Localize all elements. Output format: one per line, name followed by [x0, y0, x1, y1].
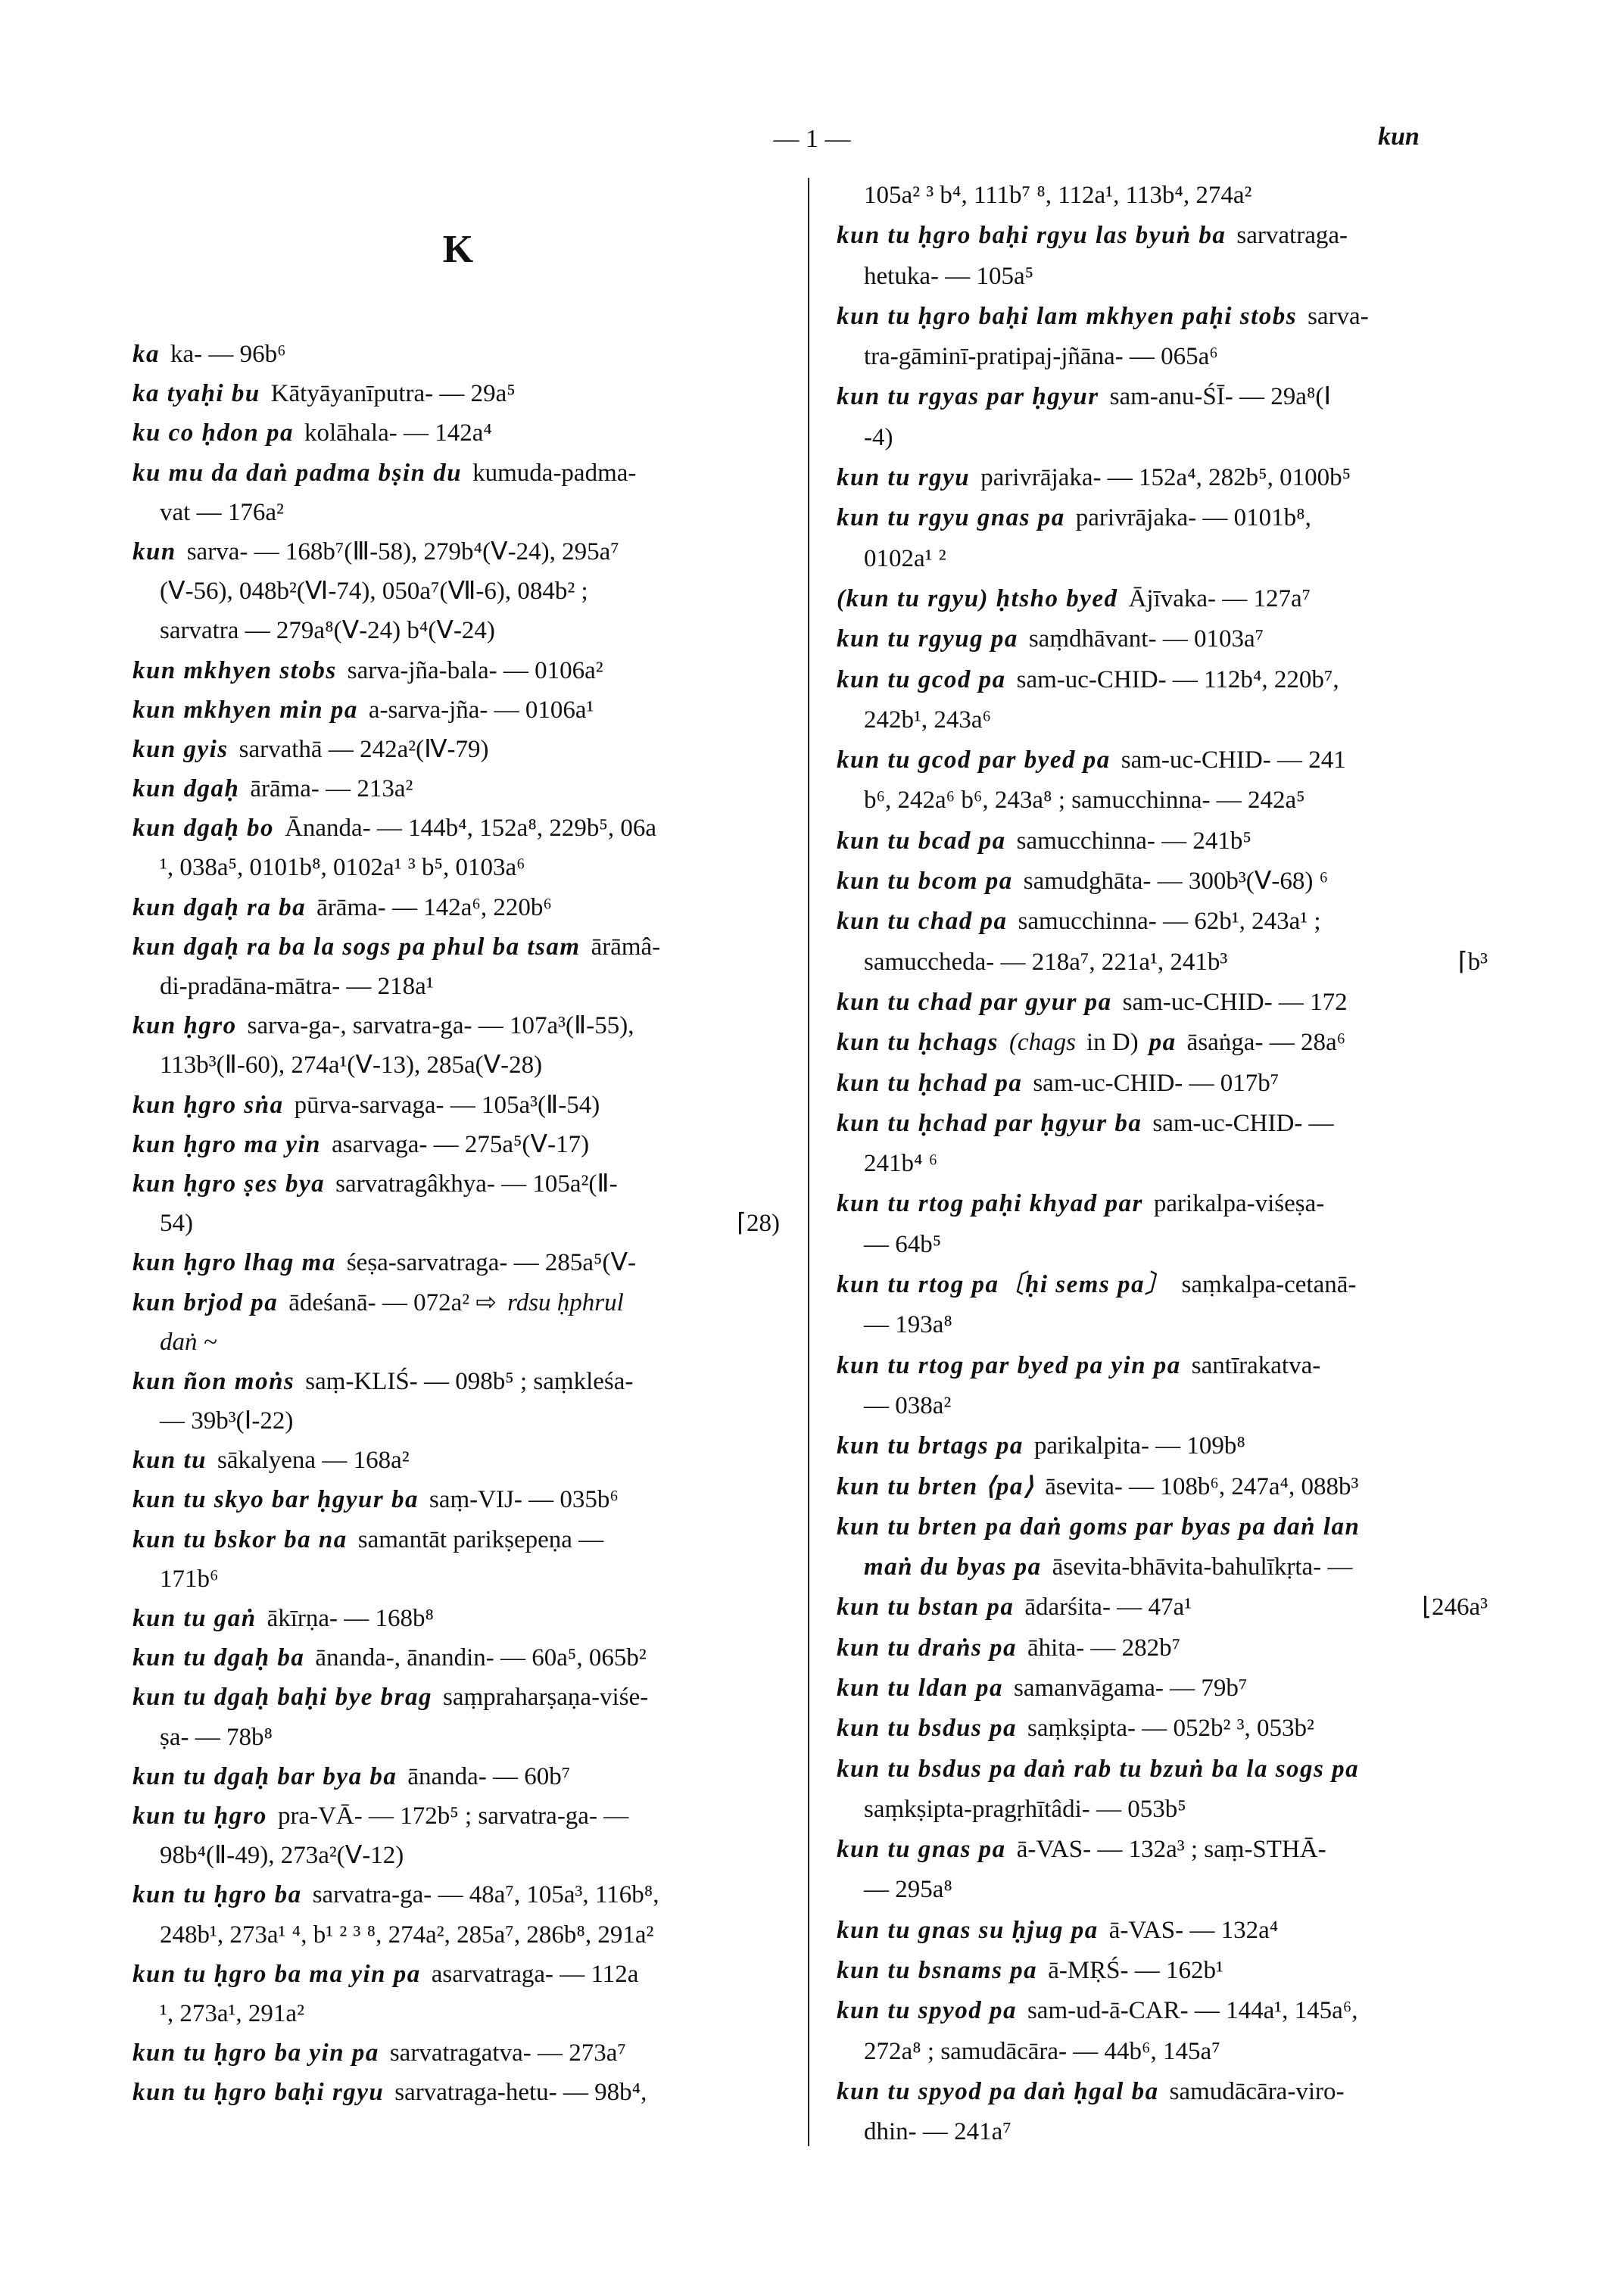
- dictionary-entry-line: [132, 1441, 780, 1480]
- tibetan-headword: kun tu ḥchad pa: [837, 1069, 1023, 1097]
- sanskrit-equivalent-and-refs: sam-uc-CHID- —: [1152, 1109, 1334, 1137]
- tibetan-headword: kun ñon moṅs: [132, 1367, 295, 1395]
- dictionary-entry-line: [837, 1184, 1488, 1224]
- dictionary-entry-line: [837, 1265, 1488, 1305]
- tibetan-headword: kun tu chad pa: [837, 908, 1008, 936]
- sanskrit-equivalent-and-refs: sarvatragâkhya- — 105a²(Ⅱ-: [335, 1170, 618, 1198]
- dictionary-entry-line: [132, 1243, 780, 1282]
- sanskrit-equivalent-and-refs: ārāma- — 213a²: [250, 775, 413, 803]
- page-number: — 1 —: [773, 125, 851, 153]
- sanskrit-equivalent-and-refs: -4): [864, 423, 893, 451]
- sanskrit-equivalent-and-refs: parivrājaka- — 0101b⁸,: [1075, 504, 1311, 532]
- dictionary-entry-line: [132, 335, 780, 374]
- sanskrit-equivalent-and-refs: di-pradāna-mātra- — 218a¹: [160, 973, 434, 1000]
- dictionary-entry-line: [837, 377, 1488, 417]
- sanskrit-equivalent-and-refs: Kātyāyanīputra- — 29a⁵: [270, 380, 516, 408]
- tibetan-headword: kun tu rtog pa〔ḥi sems pa〕: [837, 1271, 1171, 1299]
- sanskrit-equivalent-and-refs: hetuka- — 105a⁵: [864, 262, 1034, 290]
- sanskrit-equivalent-and-refs: sarvatra — 279a⁸(Ⅴ-24) b⁴(Ⅴ-24): [160, 617, 495, 645]
- dictionary-entry-line: [132, 888, 780, 927]
- tibetan-headword: ka: [132, 341, 160, 368]
- sanskrit-equivalent-and-refs: ¹, 038a⁵, 0101b⁸, 0102a¹ ³ b⁵, 0103a⁶: [160, 854, 525, 882]
- tibetan-headword: kun mkhyen stobs: [132, 656, 337, 684]
- sanskrit-equivalent-and-refs: saṃpraharṣaṇa-viśe-: [443, 1684, 649, 1712]
- dictionary-entry-line: [837, 983, 1488, 1023]
- sanskrit-equivalent-and-refs: 171b⁶: [160, 1565, 219, 1593]
- dictionary-entry-line: [837, 1709, 1488, 1749]
- dictionary-entry-line: [132, 1955, 780, 1994]
- sanskrit-equivalent-and-refs: ānanda-, ānandin- — 60a⁵, 065b²: [315, 1644, 647, 1672]
- sanskrit-equivalent-and-refs: ārāmâ-: [591, 933, 661, 961]
- sanskrit-equivalent-and-refs: sarva- — 168b⁷(Ⅲ-58), 279b⁴(Ⅴ-24), 295a⁷: [186, 537, 619, 565]
- dictionary-entry-line: [837, 1104, 1488, 1144]
- tibetan-headword: kun tu draṅs pa: [837, 1634, 1018, 1662]
- tibetan-headword: kun tu gaṅ: [132, 1605, 257, 1632]
- sanskrit-equivalent-and-refs: in D): [1086, 1029, 1139, 1057]
- sanskrit-equivalent-and-refs: ā-VAS- — 132a⁴: [1108, 1916, 1279, 1944]
- entry-continuation-line: [837, 1547, 1488, 1587]
- entry-continuation-line: [837, 780, 1488, 821]
- tibetan-headword: ka tyaḥi bu: [132, 380, 260, 408]
- tibetan-headword: kun tu spyod pa: [837, 1997, 1017, 2025]
- sanskrit-equivalent-and-refs: sarva-ga-, sarvatra-ga- — 107a³(Ⅱ-55),: [247, 1012, 634, 1040]
- dictionary-entry-line: [837, 1951, 1488, 1991]
- sanskrit-equivalent-and-refs: ā-MṚŚ- — 162b¹: [1048, 1957, 1223, 1985]
- dictionary-entry-line: [837, 1991, 1488, 2031]
- dictionary-entry-line: [132, 1164, 780, 1204]
- dictionary-entry-line: [837, 902, 1488, 942]
- tibetan-headword: maṅ du byas pa: [864, 1553, 1042, 1581]
- sanskrit-equivalent-and-refs: samucchinna- — 62b¹, 243a¹ ;: [1018, 908, 1321, 936]
- tibetan-headword: kun tu gnas pa: [837, 1836, 1006, 1864]
- dictionary-entry-line: [132, 413, 780, 453]
- sanskrit-equivalent-and-refs: sam-uc-CHID- — 112b⁴, 220b⁷,: [1016, 665, 1339, 693]
- entry-continuation-line: [132, 493, 780, 532]
- tibetan-headword: kun tu ḥchags: [837, 1029, 999, 1057]
- tibetan-headword: ku co ḥdon pa: [132, 419, 294, 447]
- entry-continuation-line: [837, 700, 1488, 740]
- sanskrit-equivalent-and-refs: śeṣa-sarvatraga- — 285a⁵(Ⅴ-: [346, 1249, 637, 1277]
- sanskrit-equivalent-and-refs: 113b³(Ⅱ-60), 274a¹(Ⅴ-13), 285a(Ⅴ-28): [160, 1051, 543, 1080]
- entry-continuation-line: [837, 1386, 1488, 1426]
- tibetan-headword: kun tu brten pa daṅ goms par byas pa daṅ lan: [837, 1513, 1361, 1541]
- sanskrit-equivalent-and-refs: ¹, 273a¹, 291a²: [160, 1999, 304, 2027]
- sanskrit-equivalent-and-refs: samudghāta- — 300b³(Ⅴ-68) ⁶: [1023, 868, 1329, 896]
- dictionary-entry-line: [132, 453, 780, 493]
- tibetan-headword: pa: [1149, 1029, 1177, 1057]
- dictionary-entry-line: [132, 1638, 780, 1678]
- tibetan-headword: kun ḥgro ma yin: [132, 1130, 321, 1158]
- dictionary-entry-line: [837, 1911, 1488, 1951]
- tibetan-headword: kun tu rtog par byed pa yin pa: [837, 1351, 1181, 1379]
- sanskrit-equivalent-and-refs: samantāt parikṣepeṇa —: [357, 1525, 604, 1553]
- dictionary-entry-line: [837, 861, 1488, 902]
- sanskrit-equivalent-and-refs: parikalpa-viśeṣa-: [1153, 1190, 1325, 1218]
- dictionary-entry-line: [837, 498, 1488, 538]
- dictionary-entry-line: [837, 458, 1488, 498]
- runover-marker: ⌈28): [737, 1210, 780, 1238]
- sanskrit-equivalent-and-refs: parivrājaka- — 152a⁴, 282b⁵, 0100b⁵: [980, 464, 1351, 492]
- dictionary-entry-line: [837, 1346, 1488, 1386]
- dictionary-entry-line: [132, 1599, 780, 1638]
- sanskrit-equivalent-and-refs: saṃ-VIJ- — 035b⁶: [429, 1486, 619, 1514]
- running-head: kun: [1378, 123, 1420, 151]
- tibetan-headword: kun mkhyen min pa: [132, 696, 358, 724]
- tibetan-headword: kun tu rgyu gnas pa: [837, 504, 1065, 532]
- sanskrit-equivalent-and-refs: 54): [160, 1210, 193, 1238]
- tibetan-headword: kun tu gcod par byed pa: [837, 746, 1111, 774]
- tibetan-headword: kun tu bcom pa: [837, 868, 1013, 896]
- tibetan-headword: kun tu rgyu: [837, 464, 971, 492]
- sanskrit-equivalent-and-refs: ārāma- — 142a⁶, 220b⁶: [316, 893, 552, 921]
- tibetan-headword: kun tu brten ⟨pa⟩: [837, 1472, 1035, 1500]
- tibetan-headword: kun tu skyo bar ḥgyur ba: [132, 1486, 419, 1514]
- sanskrit-equivalent-and-refs: samucchinna- — 241b⁵: [1016, 827, 1252, 855]
- tibetan-headword: kun tu ḥgro: [132, 1802, 267, 1830]
- italic-cross-reference: daṅ ~: [160, 1328, 217, 1356]
- right-column: [837, 176, 1488, 2153]
- tibetan-headword: kun tu ḥgro baḥi rgyu: [132, 2079, 385, 2107]
- entry-continuation-line: [132, 1836, 780, 1875]
- tibetan-headword: kun ḥgro ṣes bya: [132, 1170, 326, 1198]
- sanskrit-equivalent-and-refs: asarvatraga- — 112a: [431, 1960, 639, 1988]
- sanskrit-equivalent-and-refs: pra-VĀ- — 172b⁵ ; sarvatra-ga- —: [277, 1802, 629, 1830]
- tibetan-headword: kun tu ḥchad par ḥgyur ba: [837, 1109, 1142, 1137]
- entry-continuation-line: [837, 2112, 1488, 2152]
- dictionary-entry-line: [837, 1628, 1488, 1668]
- dictionary-entry-line: [132, 374, 780, 413]
- runover-marker: ⌈b³: [1457, 948, 1488, 976]
- tibetan-headword: kun dgaḥ: [132, 775, 240, 803]
- sanskrit-equivalent-and-refs: āsevita- — 108b⁶, 247a⁴, 088b³: [1045, 1472, 1359, 1500]
- tibetan-headword: kun dgaḥ ra ba la sogs pa phul ba tsam: [132, 933, 581, 961]
- entry-continuation-line: [837, 942, 1488, 983]
- entry-continuation-line: [132, 1323, 780, 1362]
- tibetan-headword: kun ḥgro: [132, 1012, 237, 1040]
- tibetan-headword: kun tu bsdus pa daṅ rab tu bzuṅ ba la sogs pa: [837, 1755, 1360, 1783]
- tibetan-headword: kun tu ḥgro ba yin pa: [132, 2039, 379, 2067]
- tibetan-headword: kun tu bcad pa: [837, 827, 1006, 855]
- sanskrit-equivalent-and-refs: sarvatraga-hetu- — 98b⁴,: [394, 2079, 647, 2107]
- entry-continuation-line: [132, 1718, 780, 1757]
- sanskrit-equivalent-and-refs: — 295a⁸: [864, 1876, 952, 1904]
- sanskrit-equivalent-and-refs: āsevita-bhāvita-bahulīkṛta- —: [1052, 1553, 1353, 1581]
- sanskrit-equivalent-and-refs: saṃkṣipta-pragṛhītâdi- — 053b⁵: [864, 1795, 1186, 1823]
- dictionary-entry-line: [837, 821, 1488, 861]
- sanskrit-equivalent-and-refs: āhita- — 282b⁷: [1027, 1634, 1181, 1662]
- tibetan-headword: kun tu bsnams pa: [837, 1957, 1038, 1985]
- dictionary-entry-line: [132, 1757, 780, 1796]
- dictionary-entry-line: [132, 2033, 780, 2073]
- sanskrit-equivalent-and-refs: sarvathā — 242a²(Ⅳ-79): [238, 735, 489, 763]
- dictionary-entry-line: [132, 651, 780, 690]
- dictionary-entry-line: [837, 2072, 1488, 2112]
- entry-continuation-line: [132, 1401, 780, 1441]
- tibetan-headword: kun tu dgaḥ bar bya ba: [132, 1762, 397, 1790]
- sanskrit-equivalent-and-refs: — 64b⁵: [864, 1230, 942, 1258]
- dictionary-entry-line: [837, 619, 1488, 659]
- sanskrit-equivalent-and-refs: sarva-jña-bala- — 0106a²: [347, 656, 603, 684]
- entry-continuation-line: [837, 337, 1488, 377]
- entry-continuation-line: [132, 848, 780, 887]
- sanskrit-equivalent-and-refs: kumuda-padma-: [472, 459, 637, 487]
- dictionary-entry-line: [837, 1749, 1488, 1790]
- sanskrit-equivalent-and-refs: parikalpita- — 109b⁸: [1033, 1432, 1245, 1460]
- sanskrit-equivalent-and-refs: sam-uc-CHID- — 241: [1121, 746, 1346, 774]
- sanskrit-equivalent-and-refs: ākīrṇa- — 168b⁸: [267, 1605, 435, 1632]
- italic-cross-reference: rdsu ḥphrul: [507, 1288, 624, 1316]
- tibetan-headword: kun tu gnas su ḥjug pa: [837, 1916, 1099, 1944]
- sanskrit-equivalent-and-refs: (Ⅴ-56), 048b²(Ⅵ-74), 050a⁷(Ⅶ-6), 084b² ;: [160, 578, 588, 606]
- sanskrit-equivalent-and-refs: sarvatra-ga- — 48a⁷, 105a³, 116b⁸,: [312, 1881, 659, 1909]
- sanskrit-equivalent-and-refs: 98b⁴(Ⅱ-49), 273a²(Ⅴ-12): [160, 1842, 404, 1870]
- dictionary-entry-line: [132, 2073, 780, 2112]
- tibetan-headword: kun tu dgaḥ baḥi bye brag: [132, 1684, 432, 1712]
- sanskrit-equivalent-and-refs: saṃkalpa-cetanā-: [1181, 1271, 1357, 1299]
- sanskrit-equivalent-and-refs: 0102a¹ ²: [864, 544, 946, 572]
- dictionary-entry-line: [837, 216, 1488, 256]
- sanskrit-equivalent-and-refs: 272a⁸ ; samudācāra- — 44b⁶, 145a⁷: [864, 2037, 1220, 2065]
- sanskrit-equivalent-and-refs: Ānanda- — 144b⁴, 152a⁸, 229b⁵, 06a: [285, 815, 656, 843]
- sanskrit-equivalent-and-refs: sam-anu-ŚĪ- — 29a⁸(Ⅰ: [1109, 383, 1332, 411]
- tibetan-headword: kun dgaḥ bo: [132, 815, 275, 843]
- tibetan-headword: kun gyis: [132, 735, 229, 763]
- sanskrit-equivalent-and-refs: 105a² ³ b⁴, 111b⁷ ⁸, 112a¹, 113b⁴, 274a²: [864, 182, 1252, 209]
- dictionary-entry-line: [132, 1362, 780, 1401]
- tibetan-headword: kun tu ḥgro ba ma yin pa: [132, 1960, 421, 1988]
- tibetan-headword: kun tu ḥgro baḥi lam mkhyen paḥi stobs: [837, 302, 1298, 330]
- tibetan-headword: ku mu da daṅ padma bṣin du: [132, 459, 463, 487]
- sanskrit-equivalent-and-refs: 241b⁴ ⁶: [864, 1150, 938, 1178]
- entry-continuation-line: [837, 176, 1488, 216]
- dictionary-entry-line: [132, 1125, 780, 1164]
- tibetan-headword: kun: [132, 537, 176, 565]
- entry-continuation-line: [837, 1305, 1488, 1345]
- entry-continuation-line: [837, 418, 1488, 458]
- sanskrit-equivalent-and-refs: samudācāra-viro-: [1169, 2077, 1345, 2105]
- sanskrit-equivalent-and-refs: āsaṅga- — 28a⁶: [1186, 1029, 1346, 1057]
- entry-continuation-line: [837, 539, 1488, 579]
- tibetan-headword: kun tu: [132, 1447, 207, 1475]
- dictionary-entry-line: [837, 1668, 1488, 1709]
- entry-continuation-line: [132, 1559, 780, 1599]
- sanskrit-equivalent-and-refs: Ājīvaka- — 127a⁷: [1128, 584, 1311, 612]
- dictionary-entry-line: [132, 808, 780, 848]
- dictionary-entry-line: [837, 1587, 1488, 1628]
- dictionary-entry-line: [132, 1796, 780, 1836]
- sanskrit-equivalent-and-refs: ānanda- — 60b⁷: [407, 1762, 571, 1790]
- italic-cross-reference: (chags: [1008, 1029, 1076, 1057]
- entry-continuation-line: [132, 572, 780, 611]
- sanskrit-equivalent-and-refs: ādarśita- — 47a¹: [1024, 1594, 1192, 1622]
- dictionary-entry-line: [837, 579, 1488, 619]
- sanskrit-equivalent-and-refs: sam-ud-ā-CAR- — 144a¹, 145a⁶,: [1027, 1997, 1358, 2025]
- entry-continuation-line: [837, 1790, 1488, 1830]
- dictionary-entry-line: [132, 1006, 780, 1045]
- entry-continuation-line: [132, 611, 780, 650]
- sanskrit-equivalent-and-refs: sam-uc-CHID- — 017b⁷: [1033, 1069, 1280, 1097]
- tibetan-headword: kun brjod pa: [132, 1288, 279, 1316]
- tibetan-headword: kun tu chad par gyur pa: [837, 988, 1112, 1016]
- sanskrit-equivalent-and-refs: tra-gāminī-pratipaj-jñāna- — 065a⁶: [864, 343, 1218, 371]
- dictionary-entry-line: [132, 730, 780, 769]
- tibetan-headword: kun tu brtags pa: [837, 1432, 1024, 1460]
- dictionary-entry-line: [132, 1283, 780, 1323]
- tibetan-headword: kun tu ḥgro baḥi rgyu las byuṅ ba: [837, 222, 1227, 250]
- entry-continuation-line: [132, 1204, 780, 1243]
- tibetan-headword: kun tu spyod pa daṅ ḥgal ba: [837, 2077, 1159, 2105]
- dictionary-entry-line: [132, 927, 780, 967]
- dictionary-entry-line: [837, 1064, 1488, 1104]
- sanskrit-equivalent-and-refs: sarvatraga-: [1236, 222, 1348, 250]
- entry-continuation-line: [132, 1994, 780, 2033]
- tibetan-headword: kun dgaḥ ra ba: [132, 893, 307, 921]
- dictionary-entry-line: [837, 740, 1488, 780]
- section-letter-heading: K: [442, 228, 474, 271]
- tibetan-headword: kun tu rgyas par ḥgyur: [837, 383, 1099, 411]
- sanskrit-equivalent-and-refs: pūrva-sarvaga- — 105a³(Ⅱ-54): [294, 1091, 600, 1119]
- sanskrit-equivalent-and-refs: dhin- — 241a⁷: [864, 2118, 1011, 2146]
- dictionary-entry-line: [837, 1023, 1488, 1063]
- tibetan-headword: kun tu bskor ba na: [132, 1525, 348, 1553]
- sanskrit-equivalent-and-refs: 242b¹, 243a⁶: [864, 706, 992, 734]
- tibetan-headword: kun tu bsdus pa: [837, 1715, 1018, 1743]
- entry-continuation-line: [132, 1045, 780, 1085]
- sanskrit-equivalent-and-refs: sarvatragatva- — 273a⁷: [389, 2039, 626, 2067]
- tibetan-headword: kun tu gcod pa: [837, 665, 1006, 693]
- dictionary-entry-line: [837, 660, 1488, 700]
- dictionary-entry-line: [132, 1480, 780, 1519]
- sanskrit-equivalent-and-refs: — 39b³(Ⅰ-22): [160, 1407, 294, 1435]
- sanskrit-equivalent-and-refs: santīrakatva-: [1191, 1351, 1321, 1379]
- sanskrit-equivalent-and-refs: sarva-: [1308, 302, 1369, 330]
- dictionary-entry-line: [837, 1467, 1488, 1507]
- tibetan-headword: kun tu rtog paḥi khyad par: [837, 1190, 1143, 1218]
- sanskrit-equivalent-and-refs: vat — 176a²: [160, 498, 284, 526]
- entry-continuation-line: [837, 1144, 1488, 1184]
- tibetan-headword: kun tu ḥgro ba: [132, 1881, 302, 1909]
- dictionary-entry-line: [132, 1520, 780, 1559]
- entry-continuation-line: [837, 2032, 1488, 2072]
- tibetan-headword: kun tu rgyug pa: [837, 625, 1018, 653]
- sanskrit-equivalent-and-refs: ṣa- — 78b⁸: [160, 1723, 273, 1751]
- sanskrit-equivalent-and-refs: a-sarva-jña- — 0106a¹: [368, 696, 594, 724]
- sanskrit-equivalent-and-refs: b⁶, 242a⁶ b⁶, 243a⁸ ; samucchinna- — 242a⁵: [864, 787, 1305, 815]
- left-column: [132, 335, 780, 2112]
- tibetan-headword: kun ḥgro lhag ma: [132, 1249, 336, 1277]
- sanskrit-equivalent-and-refs: sam-uc-CHID- — 172: [1122, 988, 1348, 1016]
- tibetan-headword: (kun tu rgyu) ḥtsho byed: [837, 584, 1118, 612]
- sanskrit-equivalent-and-refs: 248b¹, 273a¹ ⁴, b¹ ² ³ ⁸, 274a², 285a⁷, 286b⁸, 291a²: [160, 1921, 654, 1949]
- tibetan-headword: kun tu dgaḥ ba: [132, 1644, 305, 1672]
- sanskrit-equivalent-and-refs: asarvaga- — 275a⁵(Ⅴ-17): [332, 1130, 590, 1158]
- sanskrit-equivalent-and-refs: ka- — 96b⁶: [170, 341, 286, 368]
- entry-continuation-line: [132, 967, 780, 1006]
- runover-marker: ⌊246a³: [1422, 1594, 1488, 1622]
- dictionary-entry-line: [132, 1086, 780, 1125]
- tibetan-headword: kun tu ldan pa: [837, 1674, 1003, 1702]
- sanskrit-equivalent-and-refs: ā-VAS- — 132a³ ; saṃ-STHĀ-: [1016, 1836, 1326, 1864]
- sanskrit-equivalent-and-refs: saṃ-KLIŚ- — 098b⁵ ; saṃkleśa-: [305, 1367, 634, 1395]
- tibetan-headword: kun ḥgro sṅa: [132, 1091, 284, 1119]
- entry-continuation-line: [132, 1915, 780, 1955]
- column-divider: [808, 178, 809, 2146]
- dictionary-entry-line: [132, 690, 780, 730]
- sanskrit-equivalent-and-refs: sākalyena — 168a²: [217, 1447, 410, 1475]
- dictionary-entry-line: [132, 1875, 780, 1914]
- dictionary-entry-line: [132, 1678, 780, 1717]
- dictionary-entry-line: [132, 532, 780, 572]
- dictionary-entry-line: [132, 769, 780, 808]
- sanskrit-equivalent-and-refs: saṃdhāvant- — 0103a⁷: [1028, 625, 1264, 653]
- sanskrit-equivalent-and-refs: samanvāgama- — 79b⁷: [1014, 1674, 1248, 1702]
- entry-continuation-line: [837, 257, 1488, 297]
- dictionary-entry-line: [837, 1426, 1488, 1466]
- sanskrit-equivalent-and-refs: — 193a⁸: [864, 1311, 952, 1339]
- entry-continuation-line: [837, 1870, 1488, 1910]
- dictionary-entry-line: [837, 297, 1488, 337]
- entry-continuation-line: [837, 1225, 1488, 1265]
- sanskrit-equivalent-and-refs: kolāhala- — 142a⁴: [304, 419, 492, 447]
- sanskrit-equivalent-and-refs: ādeśanā- — 072a² ⇨: [288, 1288, 497, 1316]
- sanskrit-equivalent-and-refs: saṃkṣipta- — 052b² ³, 053b²: [1027, 1715, 1314, 1743]
- sanskrit-equivalent-and-refs: samuccheda- — 218a⁷, 221a¹, 241b³: [864, 948, 1228, 976]
- dictionary-entry-line: [837, 1830, 1488, 1870]
- sanskrit-equivalent-and-refs: — 038a²: [864, 1391, 952, 1419]
- tibetan-headword: kun tu bstan pa: [837, 1594, 1015, 1622]
- dictionary-entry-line: [837, 1507, 1488, 1547]
